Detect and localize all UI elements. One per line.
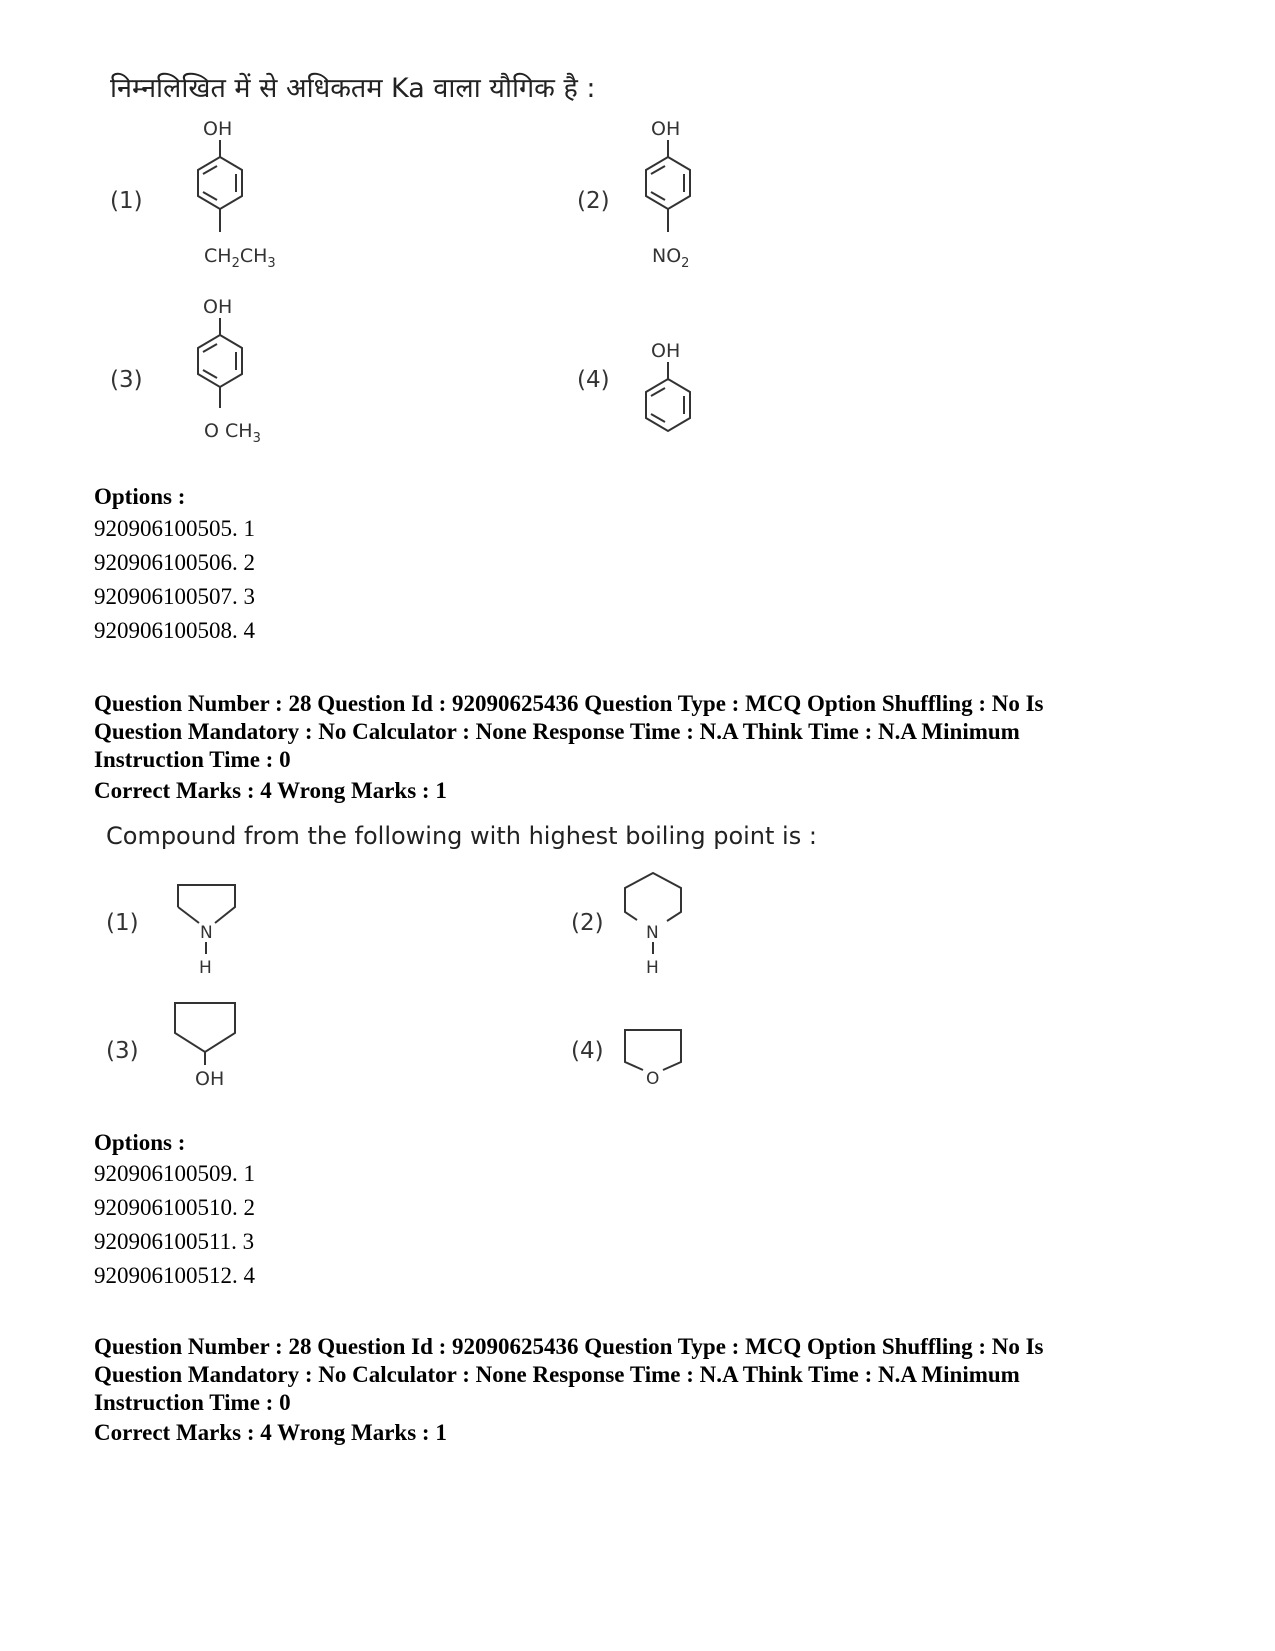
marks-info: Correct Marks : 4 Wrong Marks : 1 — [94, 778, 447, 803]
options-heading: Options : — [94, 1130, 186, 1155]
meta-line: Instruction Time : 0 — [94, 747, 291, 772]
meta-line: Question Number : 28 Question Id : 92090625436 Question Type : MCQ Option Shuffling : No Is — [94, 691, 1044, 716]
question-meta — [94, 1333, 1174, 1417]
option-item[interactable]: 920906100505. 1 — [94, 516, 255, 541]
option-item[interactable]: 920906100509. 1 — [94, 1161, 255, 1186]
group-label: OH — [203, 118, 233, 140]
marks-info: Correct Marks : 4 Wrong Marks : 1 — [94, 1420, 447, 1445]
group-label: O $CH_3$ — [204, 420, 261, 446]
structure-cyclopentanol — [165, 995, 255, 1095]
structure-tetrahydrofuran — [615, 1020, 695, 1095]
structure-4-methoxyphenol — [170, 290, 290, 455]
choice-label: (2) — [571, 910, 604, 936]
question-text: Compound from the following with highest boiling point is : — [106, 822, 817, 850]
structure-phenol — [618, 334, 728, 454]
choice-label: (4) — [577, 367, 610, 393]
question-meta — [94, 690, 1174, 774]
atom-label: O — [646, 1069, 660, 1089]
structure-4-ethylphenol — [170, 112, 300, 277]
question-text: निम्नलिखित में से अधिकतम Ka वाला यौगिक है : — [110, 73, 596, 104]
choice-label: (4) — [571, 1038, 604, 1064]
option-item[interactable]: 920906100506. 2 — [94, 550, 255, 575]
choice-label: (1) — [110, 188, 143, 214]
option-item[interactable]: 920906100507. 3 — [94, 584, 255, 609]
group-label: $NO_2$ — [652, 245, 690, 271]
group-label: $CH_2CH_3$ — [204, 245, 276, 271]
choice-label: (3) — [110, 367, 143, 393]
group-label: OH — [651, 340, 681, 362]
structure-piperidine — [615, 868, 705, 983]
atom-label: N — [200, 923, 213, 943]
meta-line: Question Mandatory : No Calculator : None Response Time : N.A Think Time : N.A Minimum — [94, 1362, 1020, 1387]
choice-label: (3) — [106, 1038, 139, 1064]
atom-label: OH — [195, 1068, 225, 1090]
option-item[interactable]: 920906100508. 4 — [94, 618, 255, 643]
choice-label: (2) — [577, 188, 610, 214]
atom-label: H — [646, 958, 659, 978]
option-item[interactable]: 920906100511. 3 — [94, 1229, 255, 1254]
meta-line: Question Mandatory : No Calculator : None Response Time : N.A Think Time : N.A Minimum — [94, 719, 1020, 744]
structure-pyrrolidine — [165, 875, 250, 985]
atom-label: H — [199, 958, 212, 978]
meta-line: Question Number : 28 Question Id : 92090625436 Question Type : MCQ Option Shuffling : No Is — [94, 1334, 1044, 1359]
options-heading: Options : — [94, 484, 186, 509]
option-item[interactable]: 920906100510. 2 — [94, 1195, 255, 1220]
atom-label: N — [646, 923, 659, 943]
option-item[interactable]: 920906100512. 4 — [94, 1263, 255, 1288]
group-label: OH — [651, 118, 681, 140]
meta-line: Instruction Time : 0 — [94, 1390, 291, 1415]
option-list — [94, 512, 255, 648]
option-list — [94, 1157, 255, 1293]
group-label: OH — [203, 296, 233, 318]
choice-label: (1) — [106, 910, 139, 936]
structure-4-nitrophenol — [618, 112, 728, 277]
